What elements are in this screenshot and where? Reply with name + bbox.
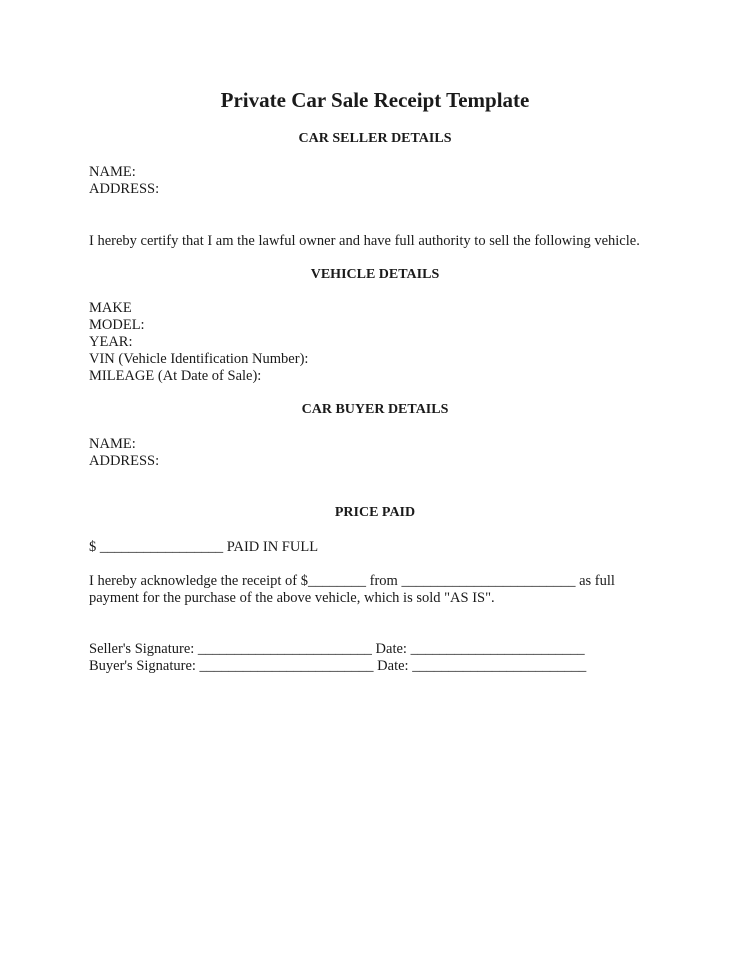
vehicle-make-label: MAKE	[89, 300, 132, 316]
seller-address-label: ADDRESS:	[89, 181, 160, 197]
buyer-signature-line: Buyer's Signature: ________________________ Date: ________________________	[89, 658, 587, 674]
buyer-name-label: NAME:	[89, 436, 136, 452]
buyer-address-label: ADDRESS:	[89, 453, 160, 469]
certification-text: I hereby certify that I am the lawful owner and have full authority to sell the following vehicle.	[89, 233, 640, 249]
vehicle-vin-label: VIN (Vehicle Identification Number):	[89, 351, 309, 367]
vehicle-mileage-label: MILEAGE (At Date of Sale):	[89, 368, 262, 384]
vehicle-year-label: YEAR:	[89, 334, 133, 350]
vehicle-model-label: MODEL:	[89, 317, 145, 333]
buyer-section-heading: CAR BUYER DETAILS	[301, 402, 449, 417]
document-title: Private Car Sale Receipt Template	[220, 88, 530, 112]
price-section-heading: PRICE PAID	[334, 505, 416, 520]
acknowledgement-line-2: payment for the purchase of the above vehicle, which is sold "AS IS".	[89, 590, 495, 606]
seller-name-label: NAME:	[89, 164, 136, 180]
seller-signature-line: Seller's Signature: ________________________ Date: ________________________	[89, 641, 585, 657]
seller-section-heading: CAR SELLER DETAILS	[298, 131, 452, 146]
price-paid-line: $ _________________ PAID IN FULL	[89, 539, 319, 555]
vehicle-section-heading: VEHICLE DETAILS	[310, 267, 440, 282]
acknowledgement-line-1: I hereby acknowledge the receipt of $________ from ________________________ as full	[89, 573, 615, 589]
